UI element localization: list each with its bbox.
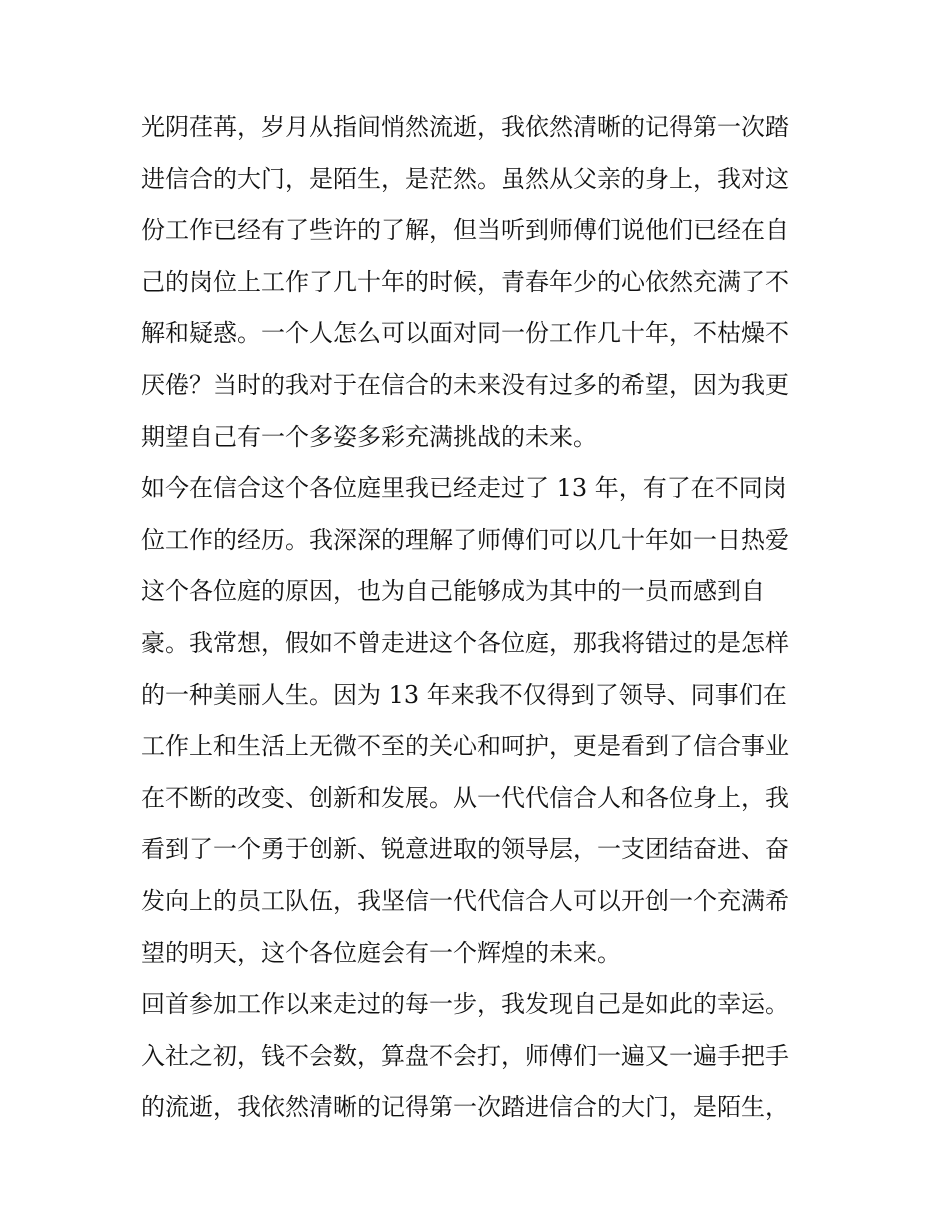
text-line: 工作上和生活上无微不至的关心和呵护，更是看到了信合事业 (141, 732, 789, 761)
text-line: 光阴荏苒，岁月从指间悄然流逝，我依然清晰的记得第一次踏 (141, 113, 789, 141)
text-line: 在不断的改变、创新和发展。从一代代信合人和各位身上，我 (141, 783, 789, 812)
text-line: 如今在信合这个各位庭里我已经走过了 13 年，有了在不同岗 (141, 474, 787, 503)
text-line: 期望自己有一个多姿多彩充满挑战的未来。 (141, 422, 597, 451)
text-line: 入社之初，钱不会数，算盘不会打，师傅们一遍又一遍手把手 (141, 1041, 789, 1070)
text-line: 解和疑惑。一个人怎么可以面对同一份工作几十年，不枯燥不 (141, 319, 789, 348)
text-line: 进信合的大门，是陌生，是茫然。虽然从父亲的身上，我对这 (141, 164, 789, 193)
text-line: 份工作已经有了些许的了解，但当听到师傅们说他们已经在自 (141, 216, 789, 245)
text-line: 回首参加工作以来走过的每一步，我发现自己是如此的幸运。 (141, 990, 789, 1019)
text-line: 发向上的员工队伍，我坚信一代代信合人可以开创一个充满希 (141, 886, 789, 915)
text-line: 厌倦？当时的我对于在信合的未来没有过多的希望，因为我更 (141, 370, 789, 399)
text-line: 望的明天，这个各位庭会有一个辉煌的未来。 (141, 938, 621, 967)
text-line: 看到了一个勇于创新、锐意进取的领导层，一支团结奋进、奋 (141, 835, 789, 864)
text-line: 位工作的经历。我深深的理解了师傅们可以几十年如一日热爱 (141, 525, 789, 554)
text-line: 豪。我常想，假如不曾走进这个各位庭，那我将错过的是怎样 (141, 628, 789, 657)
text-line: 这个各位庭的原因，也为自己能够成为其中的一员而感到自 (141, 577, 765, 606)
text-line: 的流逝，我依然清晰的记得第一次踏进信合的大门，是陌生， (141, 1093, 789, 1122)
text-line: 己的岗位上工作了几十年的时候，青春年少的心依然充满了不 (141, 267, 789, 296)
text-line: 的一种美丽人生。因为 13 年来我不仅得到了领导、同事们在 (141, 680, 787, 709)
body-text (141, 102, 821, 1134)
